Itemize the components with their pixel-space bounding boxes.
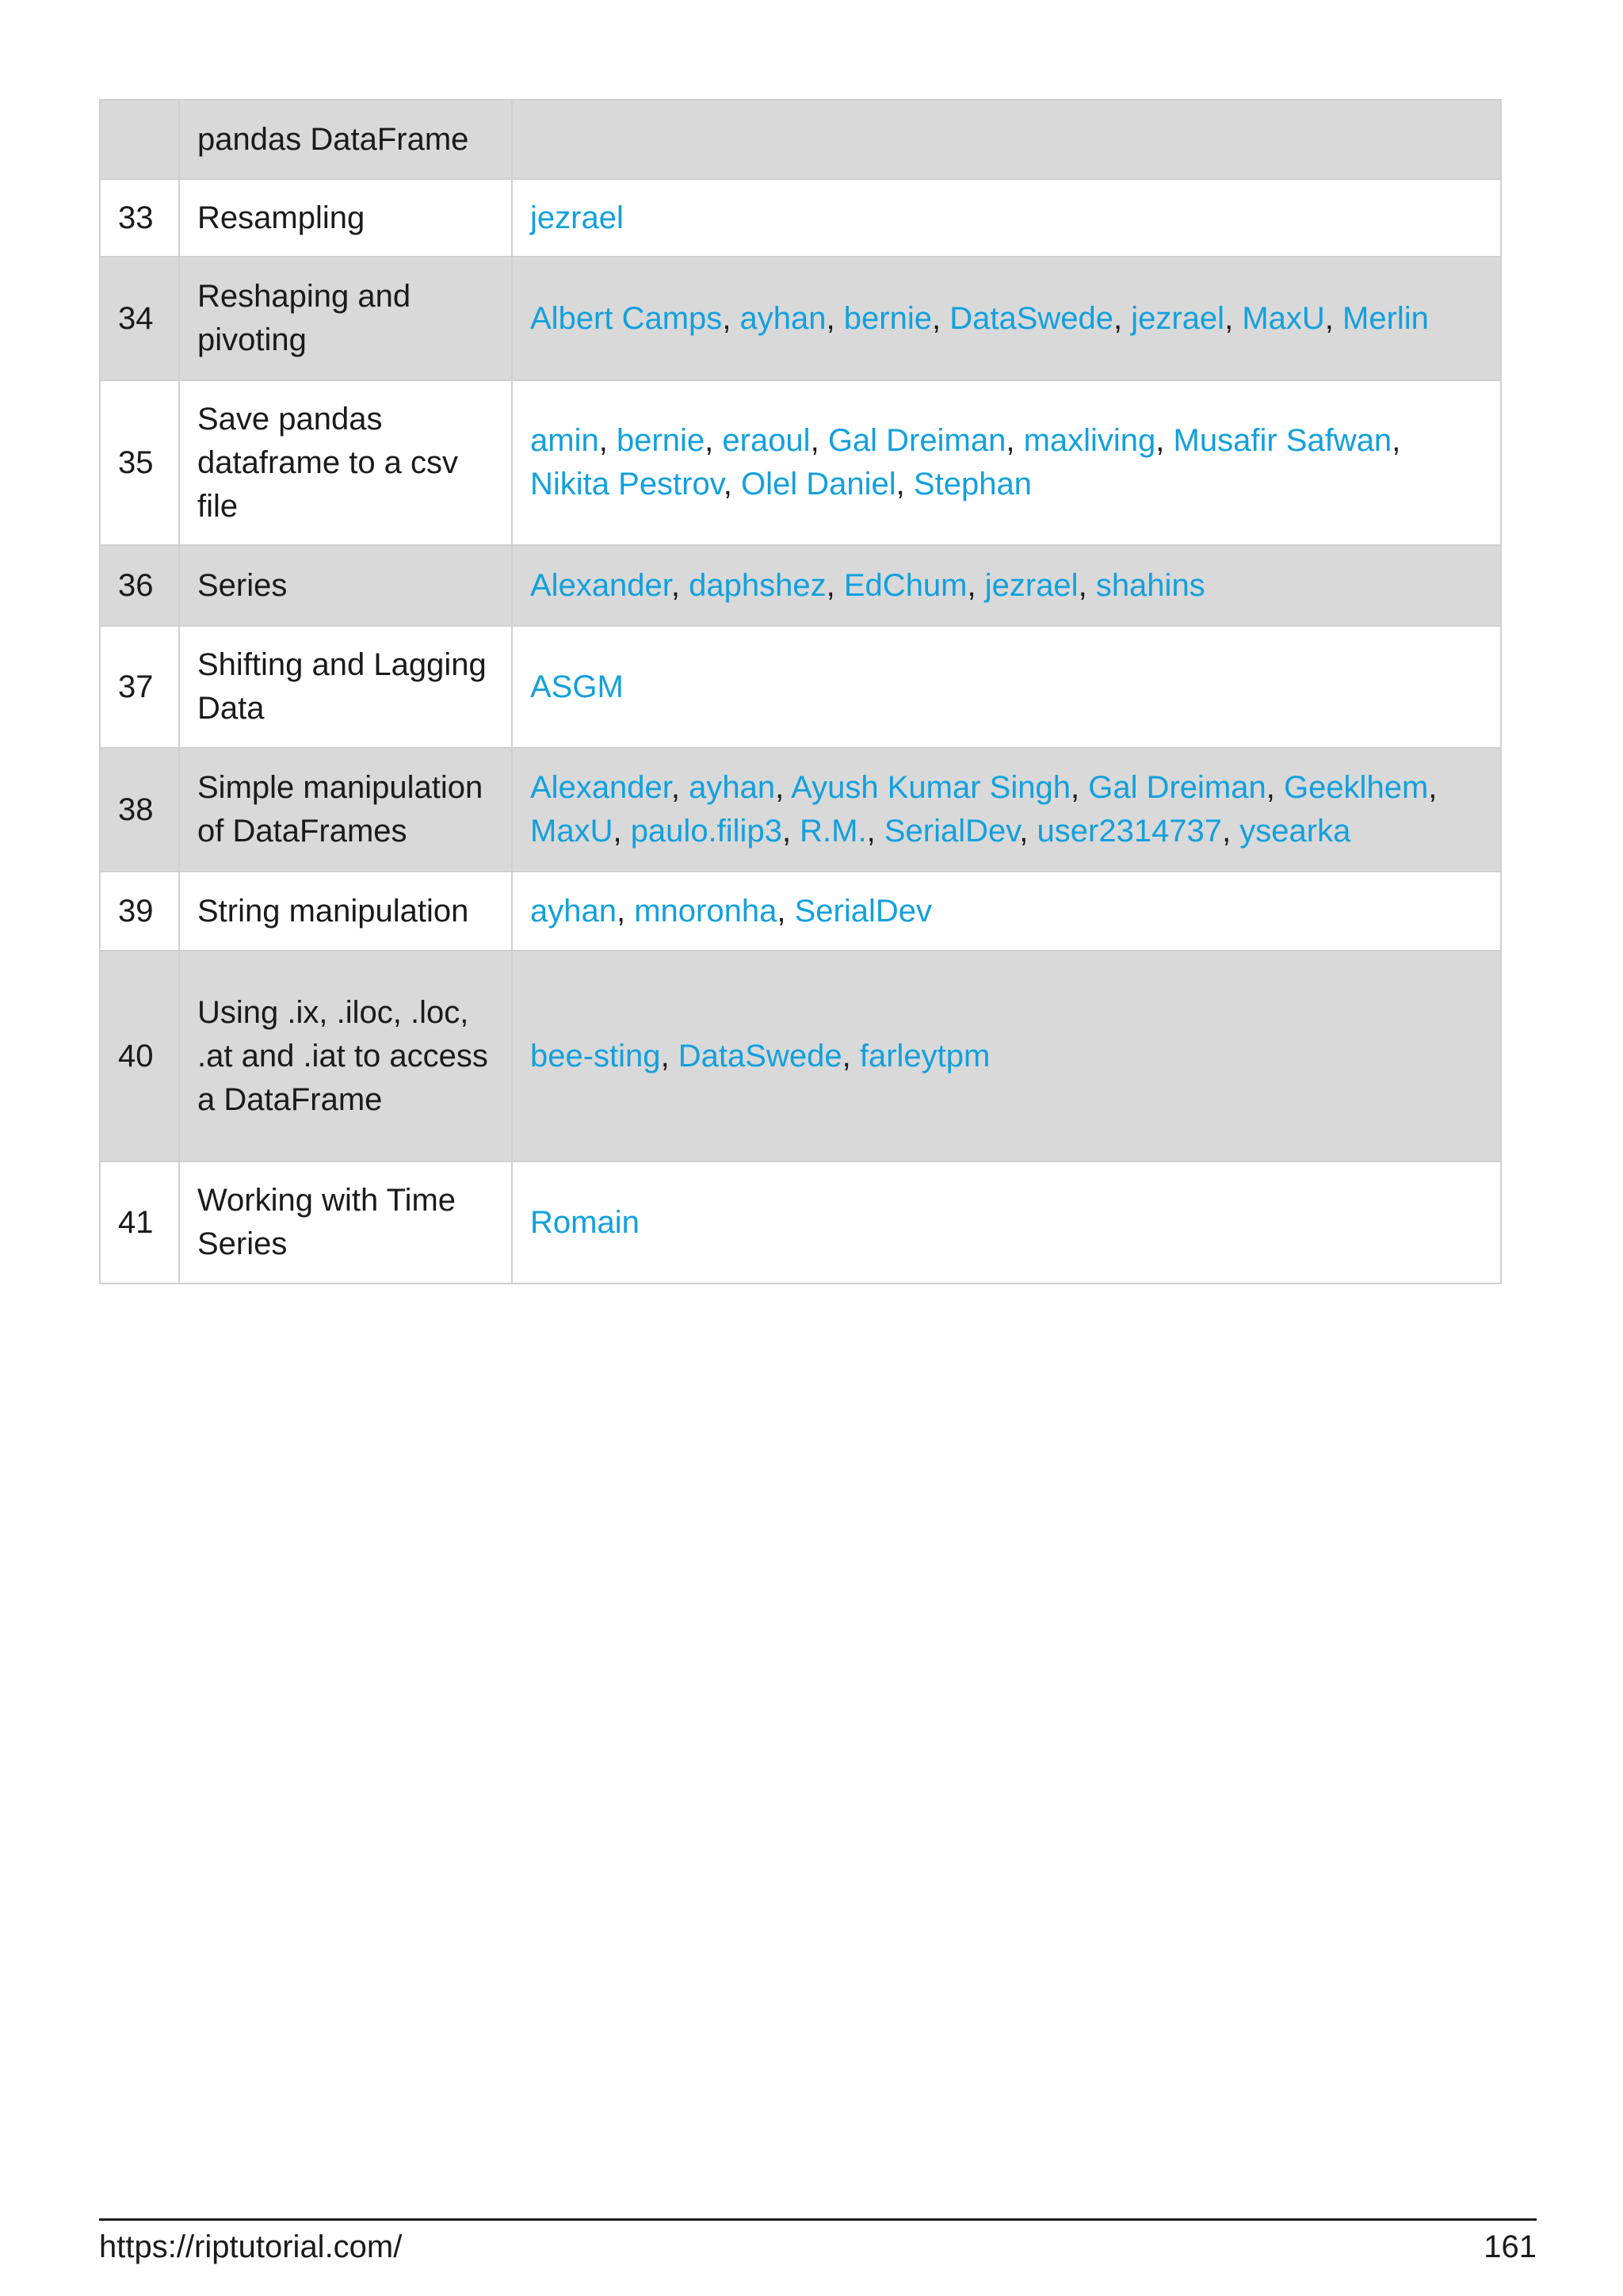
separator: , bbox=[967, 567, 985, 603]
chapter-number: 37 bbox=[100, 626, 179, 748]
chapter-number: 39 bbox=[100, 871, 179, 951]
contributor-link[interactable]: Albert Camps bbox=[530, 300, 723, 336]
contributor-link[interactable]: DataSwede bbox=[949, 300, 1113, 336]
separator: , bbox=[1392, 423, 1401, 458]
chapter-number: 35 bbox=[100, 380, 179, 545]
separator: , bbox=[1324, 300, 1342, 336]
chapter-title: Shifting and Lagging Data bbox=[179, 626, 512, 748]
chapter-title: Reshaping and pivoting bbox=[179, 257, 512, 380]
contributor-link[interactable]: ayhan bbox=[689, 770, 776, 805]
chapter-title: Working with Time Series bbox=[179, 1161, 512, 1283]
table-row bbox=[100, 380, 1501, 545]
contributor-link[interactable]: bee-sting bbox=[530, 1038, 661, 1074]
separator: , bbox=[722, 300, 740, 336]
contributor-link[interactable]: Alexander bbox=[530, 770, 671, 805]
contributor-link[interactable]: R.M. bbox=[800, 814, 867, 849]
footer-divider bbox=[99, 2218, 1537, 2221]
contributor-link[interactable]: jezrael bbox=[530, 200, 624, 235]
contributors-cell bbox=[512, 748, 1501, 871]
contributors-cell bbox=[512, 179, 1501, 257]
contributors-cell bbox=[512, 951, 1501, 1161]
separator: , bbox=[660, 1038, 678, 1074]
separator: , bbox=[1078, 567, 1096, 603]
chapter-number: 36 bbox=[100, 545, 179, 626]
contributor-link[interactable]: Gal Dreiman bbox=[1088, 770, 1266, 805]
chapter-number: 38 bbox=[100, 748, 179, 871]
separator: , bbox=[1428, 770, 1438, 805]
separator: , bbox=[775, 770, 792, 805]
contributor-link[interactable]: ysearka bbox=[1239, 814, 1351, 849]
page-number: 161 bbox=[1484, 2229, 1537, 2264]
contributor-link[interactable]: bernie bbox=[616, 423, 705, 458]
separator: , bbox=[826, 567, 844, 603]
separator: , bbox=[866, 814, 884, 849]
table-row bbox=[100, 871, 1501, 951]
separator: , bbox=[1224, 300, 1243, 336]
contributors-cell bbox=[512, 1161, 1501, 1283]
contributor-link[interactable]: shahins bbox=[1095, 567, 1205, 603]
separator: , bbox=[670, 770, 689, 805]
chapter-title: Simple manipulation of DataFrames bbox=[179, 748, 512, 871]
table-row bbox=[100, 179, 1501, 257]
contributors-table bbox=[99, 99, 1502, 1284]
contributors-cell bbox=[512, 871, 1501, 951]
table-row bbox=[100, 1161, 1501, 1283]
contributor-link[interactable]: jezrael bbox=[984, 567, 1079, 603]
chapter-title: pandas DataFrame bbox=[179, 100, 512, 179]
separator: , bbox=[781, 814, 800, 849]
separator: , bbox=[616, 893, 635, 929]
contributor-link[interactable]: Romain bbox=[530, 1204, 640, 1240]
chapter-number: 34 bbox=[100, 257, 179, 380]
separator: , bbox=[598, 423, 617, 458]
chapter-title: Resampling bbox=[179, 179, 512, 257]
contributor-link[interactable]: MaxU bbox=[1242, 300, 1325, 336]
contributor-link[interactable]: bernie bbox=[843, 300, 932, 336]
separator: , bbox=[705, 423, 723, 458]
separator: , bbox=[1155, 423, 1174, 458]
contributor-link[interactable]: DataSwede bbox=[678, 1038, 842, 1074]
contributor-link[interactable]: Merlin bbox=[1342, 300, 1429, 336]
contributor-link[interactable]: user2314737 bbox=[1037, 814, 1223, 849]
chapter-title: Save pandas dataframe to a csv file bbox=[179, 380, 512, 545]
contributor-link[interactable]: Ayush Kumar Singh bbox=[791, 770, 1071, 805]
separator: , bbox=[670, 567, 689, 603]
separator: , bbox=[1113, 300, 1132, 336]
separator: , bbox=[1266, 770, 1284, 805]
table-row bbox=[100, 257, 1501, 380]
separator: , bbox=[810, 423, 828, 458]
contributors-cell bbox=[512, 626, 1501, 748]
contributor-link[interactable]: Stephan bbox=[913, 467, 1032, 502]
contributor-link[interactable]: Musafir Safwan bbox=[1173, 423, 1392, 458]
chapter-title: Using .ix, .iloc, .loc, .at and .iat to access a DataFrame bbox=[179, 951, 512, 1161]
contributor-link[interactable]: SerialDev bbox=[884, 814, 1020, 849]
contributor-link[interactable]: jezrael bbox=[1131, 300, 1225, 336]
contributor-link[interactable]: Geeklhem bbox=[1283, 770, 1429, 805]
separator: , bbox=[723, 467, 742, 502]
separator: , bbox=[826, 300, 844, 336]
separator: , bbox=[1070, 770, 1089, 805]
separator: , bbox=[842, 1038, 860, 1074]
chapter-number: 40 bbox=[100, 951, 179, 1161]
contributor-link[interactable]: Olel Daniel bbox=[741, 467, 896, 502]
chapter-title: String manipulation bbox=[179, 871, 512, 951]
contributors-cell bbox=[512, 100, 1501, 179]
table-row bbox=[100, 100, 1501, 179]
table-row bbox=[100, 626, 1501, 748]
table-row bbox=[100, 748, 1501, 871]
chapter-number: 33 bbox=[100, 179, 179, 257]
separator: , bbox=[613, 814, 631, 849]
contributor-link[interactable]: Gal Dreiman bbox=[827, 423, 1006, 458]
contributor-link[interactable]: MaxU bbox=[530, 814, 613, 849]
contributor-link[interactable]: amin bbox=[530, 423, 599, 458]
contributor-link[interactable]: ayhan bbox=[739, 300, 827, 336]
contributor-link[interactable]: SerialDev bbox=[794, 893, 932, 929]
contributors-cell bbox=[512, 380, 1501, 545]
separator: , bbox=[777, 893, 795, 929]
separator: , bbox=[931, 300, 950, 336]
footer-url[interactable]: https://riptutorial.com/ bbox=[99, 2229, 403, 2264]
chapter-number: 41 bbox=[100, 1161, 179, 1283]
contributor-link[interactable]: EdChum bbox=[843, 567, 968, 603]
table-body bbox=[100, 100, 1501, 1283]
chapter-title: Series bbox=[179, 545, 512, 626]
separator: , bbox=[1019, 814, 1037, 849]
contributor-link[interactable]: Nikita Pestrov bbox=[530, 467, 724, 502]
contributor-link[interactable]: ayhan bbox=[530, 893, 617, 929]
contributor-link[interactable]: paulo.filip3 bbox=[630, 814, 782, 849]
contributor-link[interactable]: ASGM bbox=[530, 669, 624, 704]
separator: , bbox=[1006, 423, 1024, 458]
contributors-cell bbox=[512, 257, 1501, 380]
contributor-link[interactable]: farleytpm bbox=[859, 1038, 991, 1074]
contributor-link[interactable]: mnoronha bbox=[634, 893, 777, 929]
table-row bbox=[100, 545, 1501, 626]
chapter-number bbox=[100, 100, 179, 179]
table-row bbox=[100, 951, 1501, 1161]
contributor-link[interactable]: Alexander bbox=[530, 567, 671, 603]
contributors-cell bbox=[512, 545, 1501, 626]
separator: , bbox=[896, 467, 914, 502]
contributor-link[interactable]: maxliving bbox=[1023, 423, 1156, 458]
separator: , bbox=[1222, 814, 1240, 849]
contributor-link[interactable]: daphshez bbox=[689, 567, 827, 603]
contributor-link[interactable]: eraoul bbox=[722, 423, 811, 458]
